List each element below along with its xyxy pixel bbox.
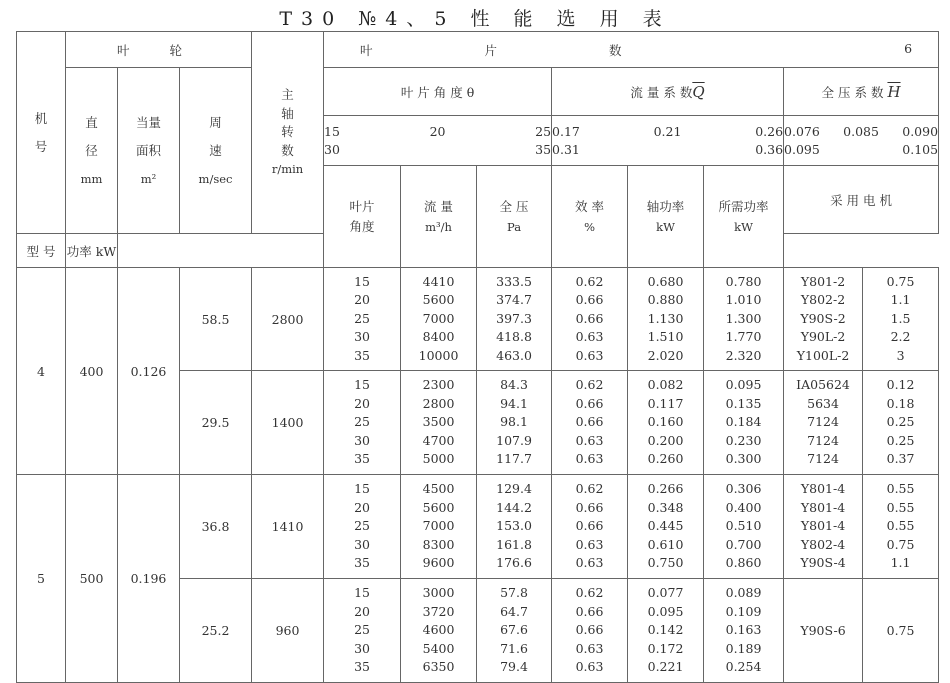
pressure-list: 57.8 64.7 67.6 71.6 79.4	[477, 579, 552, 683]
motor-power-header: 功率 kW	[66, 234, 118, 268]
machine-no-header: 机 号	[17, 32, 66, 234]
efficiency-list: 0.62 0.66 0.66 0.63 0.63	[552, 475, 628, 579]
required-power-list: 0.306 0.400 0.510 0.700 0.860	[704, 475, 784, 579]
tip-speed-value: 36.8	[180, 475, 252, 579]
motor-model-header: 型 号	[17, 234, 66, 268]
shaft-power-list: 0.266 0.348 0.445 0.610 0.750	[628, 475, 704, 579]
required-power-list: 0.780 1.010 1.300 1.770 2.320	[704, 268, 784, 371]
col-efficiency: 效 率 %	[552, 166, 628, 268]
tip-speed-header: 周 速 m/sec	[180, 68, 252, 234]
pressure-list: 333.5 374.7 397.3 418.8 463.0	[477, 268, 552, 371]
angle-list: 15 20 25 30 35	[324, 268, 401, 371]
flow-coef-header: 流 量 系 数$\overline{Q}$	[552, 68, 784, 116]
tip-speed-value: 25.2	[180, 579, 252, 683]
shaft-power-list: 0.680 0.880 1.130 1.510 2.020	[628, 268, 704, 371]
equiv-area-header: 当量 面积 m²	[118, 68, 180, 234]
pressure-list: 129.4 144.2 153.0 161.8 176.6	[477, 475, 552, 579]
motor-power-list: 0.75 1.1 1.5 2.2 3	[863, 268, 939, 371]
area-value: 0.126	[118, 268, 180, 475]
col-shaft-power: 轴功率 kW	[628, 166, 704, 268]
shaft-power-list: 0.077 0.095 0.142 0.172 0.221	[628, 579, 704, 683]
motor-power-value: 0.75	[863, 579, 939, 683]
efficiency-list: 0.62 0.66 0.66 0.63 0.63	[552, 268, 628, 371]
angle-values: 15 20 25 30 35	[324, 116, 552, 166]
table-row	[17, 475, 939, 579]
impeller-header: 叶 轮	[66, 32, 252, 68]
diameter-value: 400	[66, 268, 118, 475]
efficiency-list: 0.62 0.66 0.66 0.63 0.63	[552, 371, 628, 475]
motor-model-list: IA05624 5634 7124 7124 7124	[784, 371, 863, 475]
motor-model-list: Y801-2 Y802-2 Y90S-2 Y90L-2 Y100L-2	[784, 268, 863, 371]
machine-no: 4	[17, 268, 66, 475]
tip-speed-value: 58.5	[180, 268, 252, 371]
machine-no: 5	[17, 475, 66, 683]
required-power-list: 0.089 0.109 0.163 0.189 0.254	[704, 579, 784, 683]
shaft-speed-header: 主 轴 转 数 r/min	[252, 32, 324, 234]
rpm-value: 2800	[252, 268, 324, 371]
flow-list: 4410 5600 7000 8400 10000	[401, 268, 477, 371]
col-required-power: 所需功率 kW	[704, 166, 784, 268]
rpm-value: 1410	[252, 475, 324, 579]
area-value: 0.196	[118, 475, 180, 683]
angle-list: 15 20 25 30 35	[324, 371, 401, 475]
shaft-power-list: 0.082 0.117 0.160 0.200 0.260	[628, 371, 704, 475]
flow-list: 2300 2800 3500 4700 5000	[401, 371, 477, 475]
rpm-value: 960	[252, 579, 324, 683]
blade-count-header: 叶 片 数 6	[324, 32, 939, 68]
motor-header: 采 用 电 机	[784, 166, 939, 234]
flow-list: 3000 3720 4600 5400 6350	[401, 579, 477, 683]
performance-table	[16, 31, 939, 683]
angle-list: 15 20 25 30 35	[324, 475, 401, 579]
rpm-value: 1400	[252, 371, 324, 475]
table-row	[17, 268, 939, 371]
flow-coef-values: 0.17 0.21 0.26 0.31 0.36	[552, 116, 784, 166]
required-power-list: 0.095 0.135 0.184 0.230 0.300	[704, 371, 784, 475]
col-blade-angle: 叶片 角度	[324, 166, 401, 268]
pressure-coef-values: 0.076 0.085 0.090 0.095 0.105	[784, 116, 939, 166]
tip-speed-value: 29.5	[180, 371, 252, 475]
angle-list: 15 20 25 30 35	[324, 579, 401, 683]
col-pressure: 全 压 Pa	[477, 166, 552, 268]
flow-list: 4500 5600 7000 8300 9600	[401, 475, 477, 579]
pressure-coef-header: 全 压 系 数 $\overline{H}$	[784, 68, 939, 116]
efficiency-list: 0.62 0.66 0.66 0.63 0.63	[552, 579, 628, 683]
motor-model-value: Y90S-6	[784, 579, 863, 683]
motor-power-list: 0.55 0.55 0.55 0.75 1.1	[863, 475, 939, 579]
diameter-value: 500	[66, 475, 118, 683]
motor-power-list: 0.12 0.18 0.25 0.25 0.37	[863, 371, 939, 475]
blade-angle-header: 叶 片 角 度 θ	[324, 68, 552, 116]
diameter-header: 直 径 mm	[66, 68, 118, 234]
motor-model-list: Y801-4 Y801-4 Y801-4 Y802-4 Y90S-4	[784, 475, 863, 579]
page-title: T30 №4、5 性 能 选 用 表	[279, 8, 671, 30]
col-flow: 流 量 m³/h	[401, 166, 477, 268]
pressure-list: 84.3 94.1 98.1 107.9 117.7	[477, 371, 552, 475]
